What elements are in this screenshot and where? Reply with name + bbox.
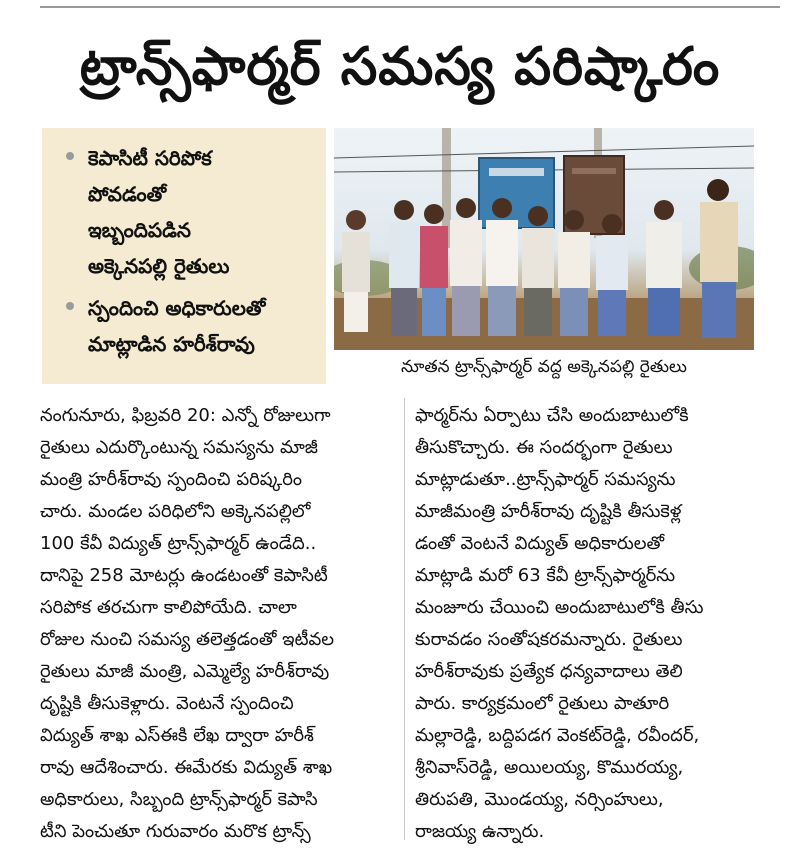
bullet-icon [66, 302, 74, 310]
article-line: రావు ఆదేశించారు. ఈమేరకు విద్యుత్ శాఖ [40, 757, 333, 778]
article-line: మాట్లాడుతూ..ట్రాన్స్‌ఫార్మర్ సమస్యను [415, 469, 676, 490]
article-line: టీని పెంచుతూ గురువారం మరొక ట్రాన్స్ [40, 821, 311, 842]
bullet-icon [66, 152, 74, 160]
article-line: అధికారులు, సిబ్బంది ట్రాన్స్‌ఫార్మర్ కెపాసి [40, 789, 318, 810]
farmers-transformer-illustration [334, 128, 754, 350]
article-line: తీసుకొచ్చారు. ఈ సందర్భంగా రైతులు [415, 437, 673, 458]
article-line: చారు. మండల పరిధిలోని అక్కెనపల్లిలో [40, 501, 311, 522]
article-line: దానిపై 258 మోటర్లు ఉండటంతో కెపాసిటీ [40, 565, 328, 586]
article-line: 100 కేవీ విద్యుత్ ట్రాన్స్‌ఫార్మర్ ఉండేది.. [40, 533, 317, 554]
article-line: రైతులు ఎదుర్కొంటున్న సమస్యను మాజీ [40, 437, 318, 458]
article-line: శ్రీనివాస్‌రెడ్డి, అయిలయ్య, కొమురయ్య, [415, 757, 684, 778]
article-line: మాట్లాడి మరో 63 కేవీ ట్రాన్స్‌ఫార్మర్‌ను [415, 565, 676, 586]
top-rule [40, 6, 780, 8]
article-line: మంత్రి హరీశ్‌రావు స్పందించి పరిష్కరిం [40, 469, 302, 490]
article-line: కురావడం సంతోషకరమన్నారు. రైతులు [415, 629, 683, 650]
highlight-line: మాట్లాడిన హరీశ్‌రావు [88, 332, 255, 356]
article-line: హరీశ్‌రావుకు ప్రత్యేక ధన్యవాదాలు తెలి [415, 661, 683, 682]
article-line: మాజీమంత్రి హరీశ్‌రావు దృష్టికి తీసుకెళ్ల [415, 501, 682, 522]
highlight-item [56, 140, 318, 284]
highlight-text [88, 140, 318, 284]
article-line: దృష్టికి తీసుకెళ్లారు. వెంటనే స్పందించి [40, 693, 294, 714]
article-line: రాజయ్య ఉన్నారు. [415, 821, 545, 842]
highlight-line: స్పందించి అధికారులతో [88, 296, 266, 320]
highlights-box [42, 128, 326, 384]
highlight-item [56, 290, 318, 362]
article-line: రైతులు మాజీ మంత్రి, ఎమ్మెల్యే హరీశ్‌రావు [40, 661, 330, 682]
article-line: ఫార్మర్‌ను ఏర్పాటు చేసి అందుబాటులోకి [415, 405, 689, 426]
article-line: పారు. కార్యక్రమంలో రైతులు పాతూరి [415, 693, 670, 714]
column-divider [404, 398, 405, 840]
article-line: తిరుపతి, మొండయ్య, నర్సింహులు, [415, 789, 664, 810]
article-line: మల్లారెడ్డి, బద్దిపడగ వెంకట్‌రెడ్డి, రవీందర్, [415, 725, 700, 746]
highlight-line: ఇబ్బందిపడిన [88, 218, 191, 242]
headline: ట్రాన్స్‌ఫార్మర్ సమస్య పరిష్కారం [79, 37, 721, 97]
article-column-left [40, 400, 385, 845]
article-line: విద్యుత్ శాఖ ఎస్‌ఈకి లేఖ ద్వారా హరీశ్ [40, 725, 314, 746]
article-line: సరిపోక తరచుగా కాలిపోయేది. చాలా [40, 597, 297, 618]
highlight-text [88, 290, 318, 362]
article-line: డంతో వెంటనే విద్యుత్ అధికారులతో [415, 533, 665, 554]
article-line: నంగునూరు, ఫిబ్రవరి 20: ఎన్నో రోజులుగా [40, 405, 331, 426]
highlight-line: పోవడంతో [88, 182, 167, 206]
article-line: మంజూరు చేయించి అందుబాటులోకి తీసు [415, 597, 704, 618]
article-line: రోజుల నుంచి సమస్య తలెత్తడంతో ఇటీవల [40, 629, 335, 650]
photo-caption: నూతన ట్రాన్స్‌ఫార్మర్ వద్ద అక్కెనపల్లి రైతులు [401, 357, 687, 377]
highlight-line: అక్కెనపల్లి రైతులు [88, 254, 230, 278]
news-photo [334, 128, 754, 350]
highlight-line: కెపాసిటీ సరిపోక [88, 146, 212, 170]
article-column-right [415, 400, 760, 845]
